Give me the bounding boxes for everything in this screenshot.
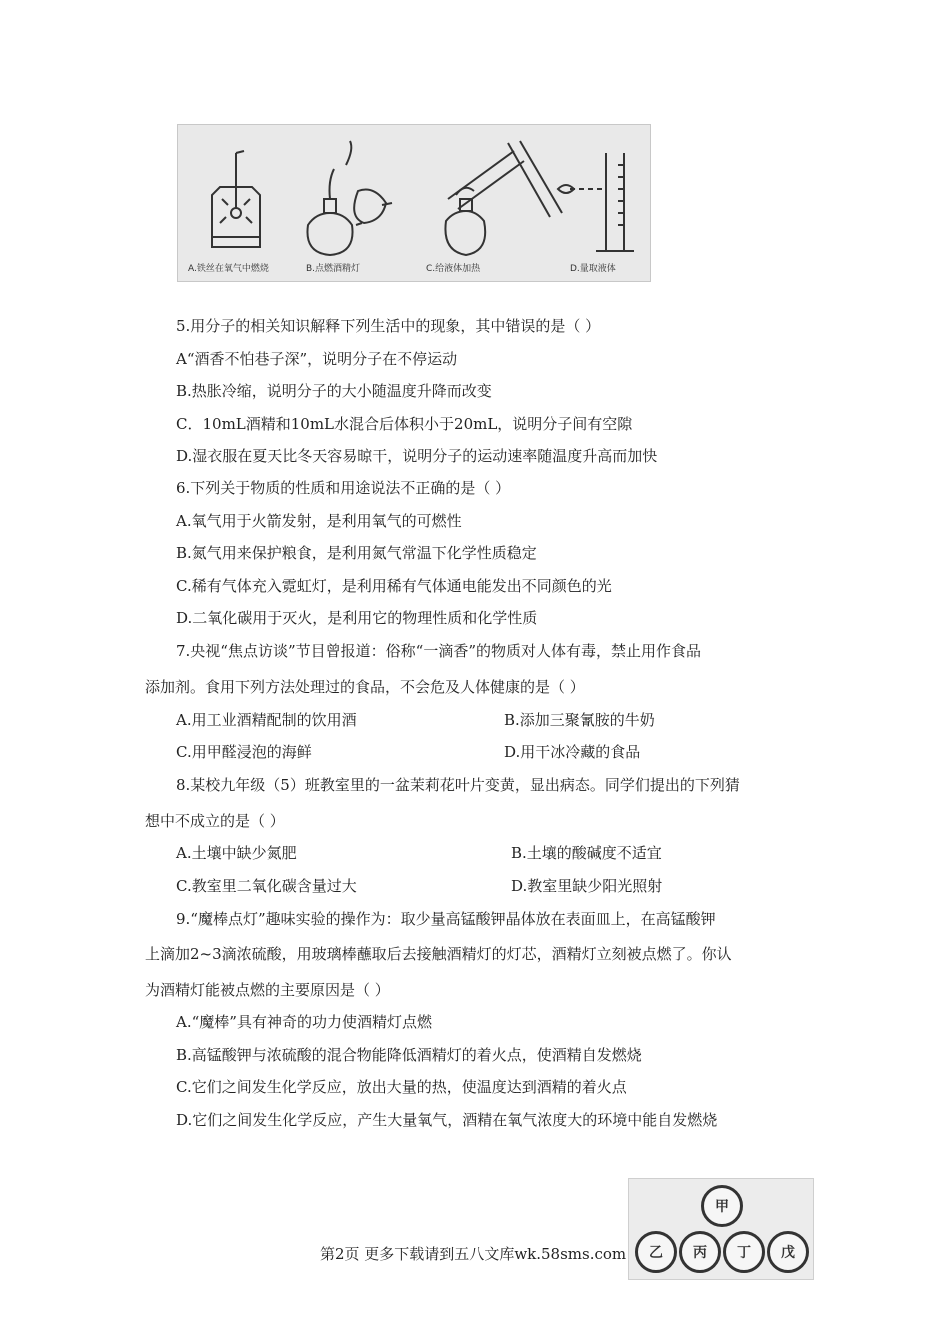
question-6-option-c: C.稀有气体充入霓虹灯，是利用稀有气体通电能发出不同颜色的光 <box>176 577 612 595</box>
question-5-stem: 5.用分子的相关知识解释下列生活中的现象，其中错误的是（ ） <box>176 317 601 335</box>
circles-figure <box>628 1178 814 1280</box>
question-9-stem-line-3: 为酒精灯能被点燃的主要原因是（ ） <box>145 981 390 999</box>
test-tube-heating-icon <box>445 141 562 255</box>
question-7-option-c: C.用甲醛浸泡的海鲜 <box>176 743 312 761</box>
caption-b: B.点燃酒精灯 <box>306 264 361 274</box>
page-footer: 第2页 更多下载请到五八文库wk.58sms.com <box>320 1245 627 1263</box>
question-6-option-d: D.二氧化碳用于灭火，是利用它的物理性质和化学性质 <box>176 609 538 627</box>
question-6-option-a: A.氧气用于火箭发射，是利用氧气的可燃性 <box>176 512 462 530</box>
question-8-option-c: C.教室里二氧化碳含量过大 <box>176 877 357 895</box>
question-9-option-b: B.高锰酸钾与浓硫酸的混合物能降低酒精灯的着火点，使酒精自发燃烧 <box>176 1046 642 1064</box>
alcohol-lamp-icon <box>307 141 392 255</box>
question-7-option-a: A.用工业酒精配制的饮用酒 <box>176 711 357 729</box>
caption-c: C.给液体加热 <box>426 264 481 274</box>
question-9-option-a: A.“魔棒”具有神奇的功力使酒精灯点燃 <box>176 1013 432 1031</box>
question-7-option-d: D.用干冰冷藏的食品 <box>504 743 641 761</box>
iron-wire-jar-icon <box>212 151 260 247</box>
question-7-stem-line-2: 添加剂。食用下列方法处理过的食品，不会危及人体健康的是（ ） <box>145 678 585 696</box>
question-8-option-d: D.教室里缺少阳光照射 <box>511 877 663 895</box>
question-6-option-b: B.氮气用来保护粮食，是利用氮气常温下化学性质稳定 <box>176 544 537 562</box>
graduated-cylinder-icon <box>558 153 634 251</box>
question-8-stem-line-1: 8.某校九年级（5）班教室里的一盆茉莉花叶片变黄，显出病态。同学们提出的下列猜 <box>176 776 740 794</box>
question-9-stem-line-2: 上滴加2~3滴浓硫酸，用玻璃棒蘸取后去接触酒精灯的灯芯，酒精灯立刻被点燃了。你认 <box>145 945 732 963</box>
question-9-option-c: C.它们之间发生化学反应，放出大量的热，使温度达到酒精的着火点 <box>176 1078 627 1096</box>
question-8-option-a: A.土壤中缺少氮肥 <box>176 844 297 862</box>
lab-apparatus-figure <box>177 124 651 282</box>
circle-jia: 甲 <box>701 1185 743 1227</box>
question-5-option-c: C．10mL酒精和10mL水混合后体积小于20mL，说明分子间有空隙 <box>176 415 633 433</box>
caption-a: A.铁丝在氧气中燃烧 <box>188 264 269 274</box>
question-5-option-a: A“酒香不怕巷子深”，说明分子在不停运动 <box>176 350 458 368</box>
apparatus-drawing <box>178 125 652 283</box>
caption-d: D.量取液体 <box>570 264 616 274</box>
question-5-option-b: B.热胀冷缩，说明分子的大小随温度升降而改变 <box>176 382 492 400</box>
question-9-stem-line-1: 9.“魔棒点灯”趣味实验的操作为：取少量高锰酸钾晶体放在表面皿上，在高锰酸钾 <box>176 910 716 928</box>
circle-yi: 乙 <box>635 1231 677 1273</box>
circle-ding: 丁 <box>723 1231 765 1273</box>
circle-wu: 戊 <box>767 1231 809 1273</box>
question-6-stem: 6.下列关于物质的性质和用途说法不正确的是（ ） <box>176 479 511 497</box>
question-9-option-d: D.它们之间发生化学反应，产生大量氧气，酒精在氧气浓度大的环境中能自发燃烧 <box>176 1111 718 1129</box>
question-7-stem-line-1: 7.央视“焦点访谈”节目曾报道：俗称“一滴香”的物质对人体有毒，禁止用作食品 <box>176 642 701 660</box>
circle-bing: 丙 <box>679 1231 721 1273</box>
question-7-option-b: B.添加三聚氰胺的牛奶 <box>504 711 655 729</box>
question-8-stem-line-2: 想中不成立的是（ ） <box>145 812 285 830</box>
question-8-option-b: B.土壤的酸碱度不适宜 <box>511 844 662 862</box>
question-5-option-d: D.湿衣服在夏天比冬天容易晾干，说明分子的运动速率随温度升高而加快 <box>176 447 658 465</box>
